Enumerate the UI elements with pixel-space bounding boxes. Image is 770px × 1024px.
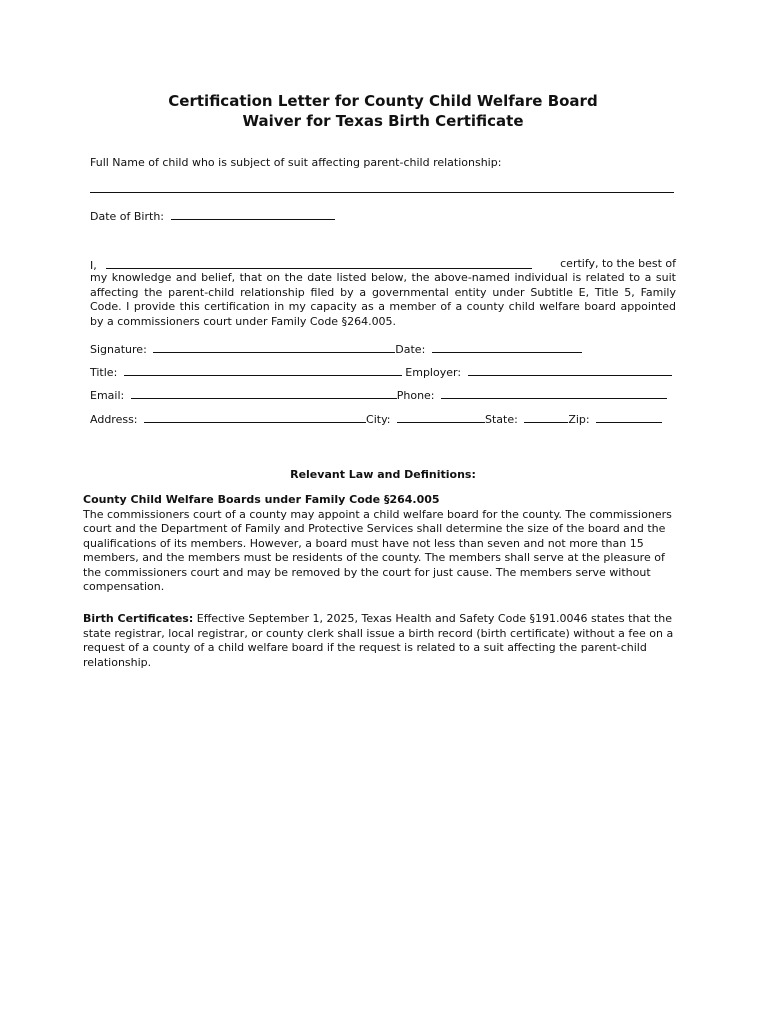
dob-field (90, 208, 335, 225)
state-label: State: (484, 413, 518, 426)
email-line[interactable] (131, 387, 397, 399)
section1-body: The commissioners court of a county may appoint a child welfare board for the county. The commissioners court and the Department of Family and Protective Services shall determine the size of the board and the qualifications of its members. However, a board must have not less than seven and not more than 15 members, and the members must be residents of the county. The members shall serve at the pleasure of the commissioners court and may be removed by the court for just cause. The members serve without compensation. (83, 507, 672, 593)
document-title-line1: Certification Letter for County Child Welfare Board (168, 92, 598, 110)
address-row (90, 411, 662, 428)
dob-line[interactable] (171, 208, 335, 220)
email-row (90, 387, 667, 404)
phone-label: Phone: (396, 389, 435, 402)
certification-paragraph: my knowledge and belief, that on the date listed below, the above-named individual is related to a suit affecting the parent-child relationship filed by a governmental entity under Subtitle E, Title 5, Family Code. I provide this certification in my capacity as a member of a county child welfare board appointed by a commissioners court under Family Code §264.005. (90, 271, 676, 328)
date-line[interactable] (432, 341, 582, 353)
phone-line[interactable] (441, 387, 667, 399)
state-line[interactable] (524, 411, 568, 423)
title-line[interactable] (124, 364, 402, 376)
section-birth-certificates (83, 612, 675, 670)
zip-line[interactable] (596, 411, 662, 423)
title-row (90, 364, 672, 381)
dob-label: Date of Birth: (90, 210, 165, 223)
cert-certify-text: certify, to the best of (560, 257, 676, 270)
city-line[interactable] (397, 411, 485, 423)
date-label: Date: (395, 343, 426, 356)
city-label: City: (366, 413, 391, 426)
relevant-law-heading: Relevant Law and Definitions: (290, 468, 476, 481)
section1-heading: County Child Welfare Boards under Family Code §264.005 (83, 493, 440, 506)
signature-line[interactable] (153, 341, 395, 353)
full-name-label: Full Name of child who is subject of suit affecting parent-child relationship: (90, 156, 502, 169)
signature-label: Signature: (90, 343, 147, 356)
certifier-name-line[interactable] (106, 257, 532, 269)
employer-label: Employer: (405, 366, 462, 379)
title-label: Title: (90, 366, 118, 379)
document-title-line2: Waiver for Texas Birth Certificate (242, 112, 524, 130)
address-line[interactable] (144, 411, 366, 423)
section2-body: Effective September 1, 2025, Texas Health and Safety Code §191.0046 states that the state registrar, local registrar, or county clerk shall issue a birth record (birth certificate) without a fee on a request of a county of a child welfare board if the request is related to a suit affecting the parent-child relationship. (83, 612, 674, 669)
section-child-welfare-boards (83, 493, 675, 595)
cert-prefix: I, (90, 259, 97, 272)
address-label: Address: (90, 413, 138, 426)
full-name-line[interactable] (90, 181, 674, 193)
employer-line[interactable] (468, 364, 672, 376)
zip-label: Zip: (568, 413, 590, 426)
section2-heading: Birth Certificates: (83, 612, 194, 625)
email-label: Email: (90, 389, 125, 402)
signature-row (90, 341, 582, 358)
